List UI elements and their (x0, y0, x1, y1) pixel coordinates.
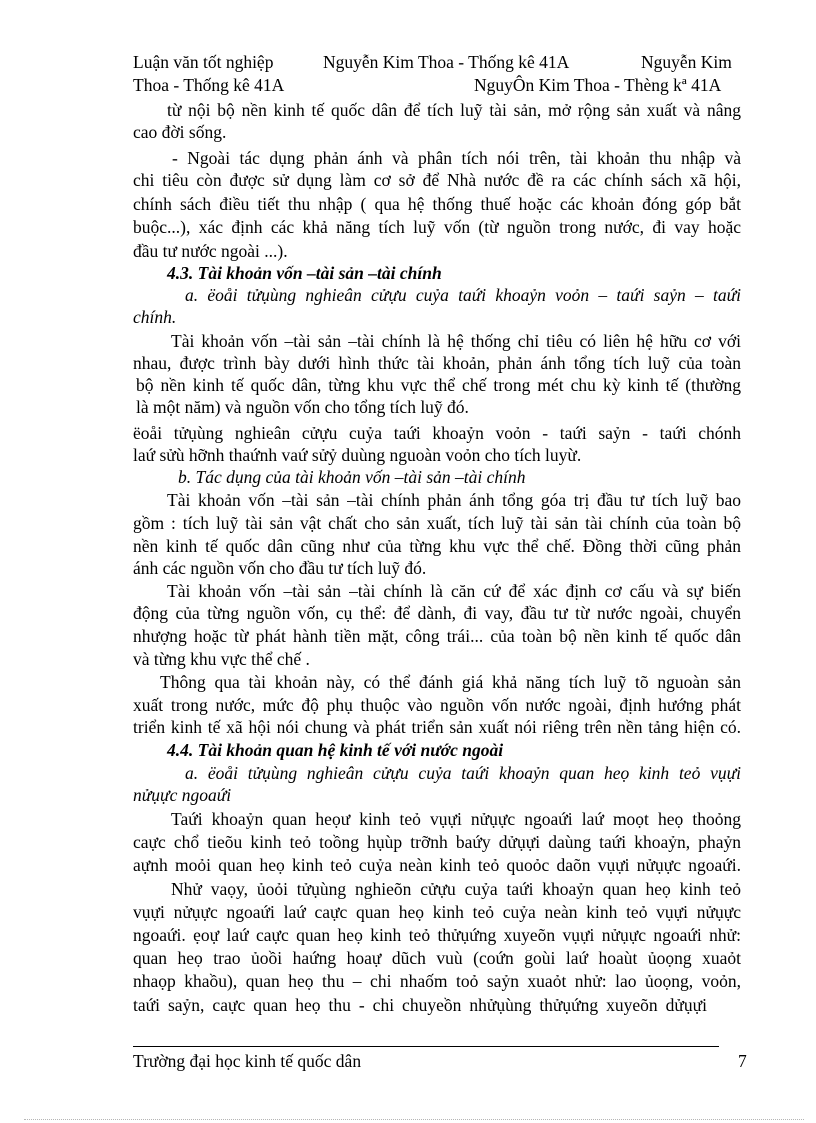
body-text-line: ëoåi tửụùng nghieân cửựu cuỷa taứi khoaỷn voỏn - taứi saỷn - taứi chónh (133, 423, 741, 443)
body-text-line: - Ngoài tác dụng phản ánh và phân tích nói trên, tài khoản thu nhập và (172, 148, 741, 168)
body-text-line: caực chổ tieõu kinh teỏ toồng hụùp trỡnh baứy dửụựi daùng taứi khoaỷn, phaỷn (133, 832, 741, 852)
body-text-line: chính sách điều tiết thu nhập ( qua hệ thống thuế hoặc các khoản đóng góp bắt (133, 194, 741, 214)
body-text-line: từ nội bộ nền kinh tế quốc dân để tích luỹ tài sản, mở rộng sản xuất và nâng (167, 100, 741, 120)
body-text-line: Tài khoản vốn –tài sản –tài chính phản ánh tổng góa trị đầu tư tích luỹ bao (167, 490, 741, 510)
body-text-line: xuất trong nước, mức độ phụ thuộc vào nguồn vốn nước ngoài, định hướng phát (133, 695, 741, 715)
body-text-line: nhượng hoặc từ phát hành tiền mặt, công trái... của toàn bộ nền kinh tế quốc dân (133, 626, 741, 646)
body-text-line: ngoaứi. ẹoự laứ caực quan heọ kinh teỏ thửụứng xuyeõn vụựi nửụực ngoaứi nhử: (133, 925, 741, 945)
body-text-line: động của từng nguồn vốn, cụ thể: để dành, đi vay, đầu tư từ nước ngoài, chuyển (133, 603, 741, 623)
header-line1-part-0: Luận văn tốt nghiệp (133, 52, 274, 72)
body-text-line: nhau, được trình bày dưới hình thức tài khoản, phản ánh tổng tích luỹ của toàn (133, 353, 741, 373)
body-text-line: Tài khoản vốn –tài sản –tài chính là hệ thống chỉ tiêu có liên hệ hữu cơ với (171, 331, 741, 351)
header-line2-part-0: Thoa - Thống kê 41A (133, 75, 285, 95)
footer-rule (133, 1046, 719, 1047)
body-text-line: Thông qua tài khoản này, có thể đánh giá khả năng tích luỹ tõ nguoàn sản (160, 672, 741, 692)
body-text-line: a. ëoåi tửụùng nghieân cửựu cuỷa taứi khoaỷn quan heọ kinh teỏ vụựi (185, 763, 741, 783)
body-text-line: quan heọ trao ủoồi haứng hoaự dũch vuù (coứn goùi laứ hoaùt ủoọng xuaỏt (133, 948, 741, 968)
body-text-line: và từng khu vực thể chế . (133, 649, 310, 669)
body-text-line: đầu tư nước ngoài ...). (133, 241, 288, 261)
section-heading: 4.4. Tài khoản quan hệ kinh tế với nước ngoài (167, 740, 504, 760)
body-text-line: a. ëoåi tửụùng nghieân cửựu cuỷa taứi khoaỷn voỏn – taứi saỷn – taứi (185, 285, 741, 305)
body-text-line: aựnh moỏi quan heọ kinh teỏ cuỷa neàn kinh teỏ quoỏc daõn vụựi nửụực ngoaứi. (133, 855, 741, 875)
header-line1-part-2: Nguyễn Kim (641, 52, 732, 72)
body-text-line: Tài khoản vốn –tài sản –tài chính là căn cứ để xác định cơ cấu và sự biến (167, 581, 741, 601)
body-text-line: Nhử vaọy, ủoỏi tửụùng nghieõn cửựu cuỷa taứi khoaỷn quan heọ kinh teỏ (171, 879, 741, 899)
body-text-line: nhaọp khaồu), quan heọ thu – chi nhaốm toỏ saỷn xuaỏt nhử: lao ủoọng, voỏn, (133, 971, 741, 991)
body-text-line: triển kinh tế xã hội nói chung và phát triển sản xuất nói riêng trên nền tảng hiện có. (133, 717, 741, 737)
body-text-line: nửụực ngoaứi (133, 785, 232, 805)
body-text-line: b. Tác dụng của tài khoản vốn –tài sản –tài chính (178, 467, 526, 487)
body-text-line: vụựi nửụực ngoaứi laứ caực quan heọ kinh teỏ cuỷa neàn kinh teỏ vụựi nửụực (133, 902, 741, 922)
body-text-line: Taứi khoaỷn quan heọư kinh teỏ vụựi nửụực ngoaứi laứ moọt heọ thoỏng (171, 809, 741, 829)
body-text-line: gồm : tích luỹ tài sản vật chất cho sản xuất, tích luỹ tài sản tài chính của toàn bộ (133, 513, 741, 533)
body-text-line: laứ sửù hỡnh thaứnh vaứ sửỷ duùng nguoàn voỏn cho tích luyừ. (133, 445, 582, 465)
body-text-line: nền kinh tế quốc dân cũng như của từng khu vực thể chế. Đồng thời cũng phản (133, 536, 741, 556)
body-text-line: bộ nền kinh tế quốc dân, từng khu vực thể chế trong mét chu kỳ kinh tế (thường (136, 375, 741, 395)
body-text-line: chính. (133, 307, 177, 327)
body-text-line: buộc...), xác định các khả năng tích luỹ vốn (từ nguồn trong nước, đi vay hoặc (133, 217, 741, 237)
page-number: 7 (738, 1051, 747, 1071)
header-line1-part-1: Nguyễn Kim Thoa - Thống kê 41A (323, 52, 570, 72)
body-text-line: là một năm) và nguồn vốn cho tổng tích luỹ đó. (136, 397, 469, 417)
body-text-line: taứi saỷn, caực quan heọ thu - chi chuyeồn nhửụùng thửụứng xuyeõn dửụựi (133, 995, 707, 1015)
page-bottom-edge (24, 1119, 804, 1120)
body-text-line: cao đời sống. (133, 122, 227, 142)
body-text-line: chi tiêu còn được sử dụng làm cơ sở để Nhà nước đề ra các chính sách xã hội, (133, 170, 741, 190)
body-text-line: ánh các nguồn vốn cho đầu tư tích luỹ đó. (133, 558, 427, 578)
footer-school: Trường đại học kinh tế quốc dân (133, 1051, 362, 1071)
header-line2-part-1: NguyÔn Kim Thoa - Thèng kª 41A (474, 75, 722, 95)
section-heading: 4.3. Tài khoản vốn –tài sản –tài chính (167, 263, 442, 283)
